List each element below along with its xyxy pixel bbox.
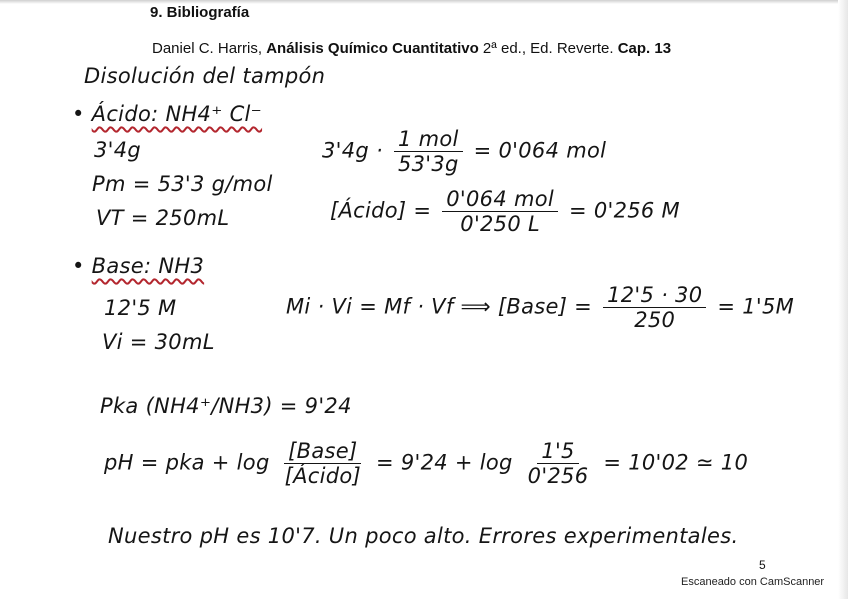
- base-concentration: 12'5 M: [104, 296, 177, 320]
- dilution-prefix: Mi · Vi = Mf · Vf ⟹ [Base] =: [286, 294, 593, 319]
- scan-edge-top: [0, 0, 848, 4]
- acid-mol-calculation: [322, 128, 606, 175]
- conclusion-text: Nuestro pH es 10'7. Un poco alto. Errores experimentales.: [108, 524, 739, 548]
- acid-molar-mass: Pm = 53'3 g/mol: [92, 172, 273, 196]
- bullet-icon: •: [72, 102, 85, 126]
- ph-result: = 10'02 ≃ 10: [603, 450, 749, 475]
- dilution-numerator: 12'5 · 30: [603, 284, 706, 308]
- acid-conc-numerator: 0'064 mol: [442, 188, 558, 212]
- bibliography-reference: [152, 40, 671, 57]
- acid-calc-prefix: 3'4g ·: [322, 138, 383, 163]
- base-volume: Vi = 30mL: [102, 330, 215, 354]
- acid-mass: 3'4g: [94, 138, 142, 162]
- acid-conc-result: = 0'256 M: [568, 198, 680, 223]
- scanner-watermark: Escaneado con CamScanner: [681, 576, 825, 588]
- dilution-denominator: 250: [634, 308, 676, 333]
- ph-ratio-fraction: [281, 440, 365, 487]
- base-label: Base: NH3: [91, 254, 205, 278]
- ph-value-denominator: 0'256: [527, 464, 589, 489]
- acid-calc-result: = 0'064 mol: [473, 138, 607, 163]
- acid-calc-numerator: 1 mol: [394, 128, 463, 152]
- acid-label: Ácido: NH4⁺ Cl⁻: [91, 102, 263, 126]
- acid-conc-fraction: [442, 188, 558, 235]
- scan-edge-right: [838, 0, 848, 599]
- reference-title: Análisis Químico Cuantitativo: [266, 40, 479, 57]
- acid-volume: VT = 250mL: [96, 206, 230, 230]
- base-line: [72, 254, 204, 278]
- base-dilution-calculation: [286, 284, 794, 331]
- reference-chapter: Cap. 13: [617, 40, 672, 57]
- dilution-fraction: [603, 284, 706, 331]
- acid-calc-denominator: 53'3g: [397, 152, 459, 177]
- section-title: Disolución del tampón: [84, 64, 326, 88]
- ph-calculation: [104, 440, 748, 487]
- ph-ratio-numerator: [Base]: [284, 440, 361, 464]
- reference-author: Daniel C. Harris,: [152, 40, 267, 57]
- ph-ratio-denominator: [Ácido]: [284, 464, 361, 489]
- ph-value-fraction: [524, 440, 593, 487]
- page-number: 5: [759, 558, 766, 572]
- acid-calc-fraction: [394, 128, 463, 175]
- pka-line: Pka (NH4⁺/NH3) = 9'24: [100, 394, 352, 418]
- ph-middle: = 9'24 + log: [375, 450, 513, 475]
- bibliography-heading: 9. Bibliografía: [150, 4, 250, 21]
- ph-value-numerator: 1'5: [537, 440, 578, 464]
- acid-concentration-calculation: [330, 188, 680, 235]
- bullet-icon: •: [72, 254, 85, 278]
- dilution-result: = 1'5M: [717, 294, 795, 319]
- acid-conc-prefix: [Ácido] =: [330, 198, 432, 223]
- acid-line: [72, 102, 262, 126]
- reference-edition: 2ª ed., Ed. Reverte.: [478, 40, 618, 57]
- acid-conc-denominator: 0'250 L: [460, 212, 540, 237]
- ph-prefix: pH = pka + log: [104, 450, 270, 475]
